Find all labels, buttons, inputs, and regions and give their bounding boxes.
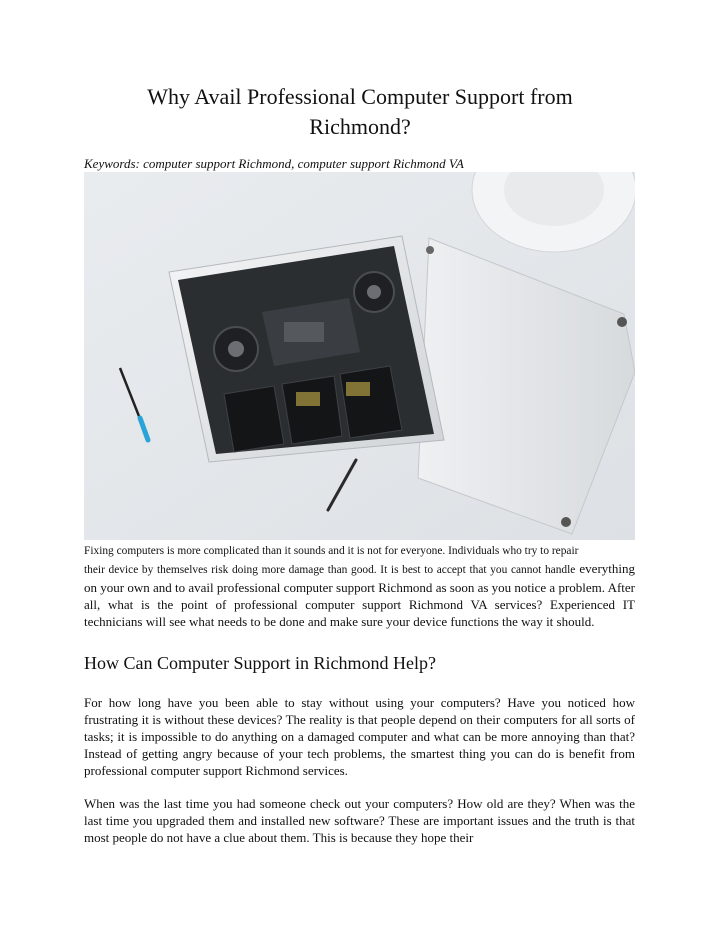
battery-center bbox=[282, 376, 342, 444]
section-heading: How Can Computer Support in Richmond Help? bbox=[84, 653, 436, 673]
paragraph-3: When was the last time you had someone check out your computers? How old are they? When was the last time you upgraded them and installed new software? These are important issues and the truth is that most people do not have a clue about them. This is because they hope their bbox=[84, 796, 635, 845]
document-title bbox=[90, 82, 630, 142]
laptop-repair-photo bbox=[84, 172, 635, 540]
intro-line-2: their device by themselves risk doing more damage than good. It is best to accept that you cannot handle bbox=[84, 564, 576, 576]
title-line-2: Richmond? bbox=[309, 114, 411, 139]
paragraph-2: For how long have you been able to stay without using your computers? Have you noticed how frustrating it is without these devices? The reality is that people depend on their computers for all sorts of tasks; it is impossible to do anything on a damaged computer and what can be more annoying than that? Instead of getting angry because of your tech problems, the smartest thing you can do is benefit from professional computer support Richmond services. bbox=[84, 695, 635, 778]
intro-paragraph bbox=[84, 541, 635, 630]
keywords-line: Keywords: computer support Richmond, computer support Richmond VA bbox=[84, 156, 464, 171]
title-line-1: Why Avail Professional Computer Support from bbox=[147, 84, 573, 109]
intro-line-1: Fixing computers is more complicated than it sounds and it is not for everyone. Individuals who try to repair bbox=[84, 545, 579, 557]
intro-rest: everything on your own and to avail professional computer support Richmond as soon as you notice a problem. After all, what is the point of professional computer support Richmond VA services? Experienced IT technicians will see what needs to be done and make sure your device functions the way it should. bbox=[84, 561, 635, 629]
battery-left bbox=[224, 386, 284, 452]
